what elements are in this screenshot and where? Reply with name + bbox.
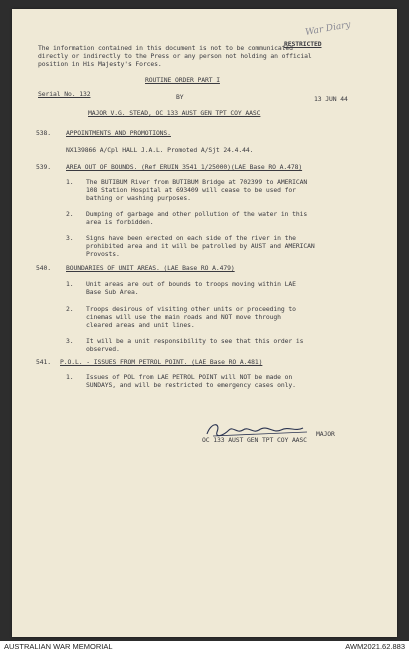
signature-rank: MAJOR bbox=[316, 430, 335, 438]
footer-institution: AUSTRALIAN WAR MEMORIAL bbox=[4, 642, 113, 651]
section-heading: APPOINTMENTS AND PROMOTIONS. bbox=[66, 129, 171, 137]
item-line: Issues of POL from LAE PETROL POINT will NOT be made on bbox=[86, 373, 293, 381]
section-heading: BOUNDARIES OF UNIT AREAS. (LAE Base RO A.479) bbox=[66, 264, 235, 272]
item-line: Unit areas are out of bounds to troops moving within LAE bbox=[86, 280, 296, 288]
section-heading: P.O.L. - ISSUES FROM PETROL POINT. (LAE Base RO A.481) bbox=[60, 358, 263, 366]
section-number: 538. bbox=[36, 129, 51, 137]
item-line: area is forbidden. bbox=[86, 218, 154, 226]
serial-number: Serial No. 132 bbox=[38, 90, 91, 98]
item-line: SUNDAYS, and will be restricted to emergency cases only. bbox=[86, 381, 296, 389]
item-line: observed. bbox=[86, 345, 120, 353]
order-title: ROUTINE ORDER PART I bbox=[145, 76, 220, 84]
item-line: Troops desirous of visiting other units or proceeding to bbox=[86, 305, 296, 313]
footer-accession-number: AWM2021.62.883 bbox=[345, 642, 405, 651]
order-date: 13 JUN 44 bbox=[314, 95, 348, 103]
item-number: 3. bbox=[66, 337, 74, 345]
notice-line-2: directly or indirectly to the Press or any person not holding an official bbox=[38, 52, 312, 60]
handwritten-note: War Diary bbox=[304, 20, 352, 38]
item-line: Provosts. bbox=[86, 250, 120, 258]
item-line: The BUTIBUM River from BUTIBUM Bridge at 702399 to AMERICAN bbox=[86, 178, 308, 186]
item-line: cinemas will use the main roads and NOT move through bbox=[86, 313, 281, 321]
item-number: 1. bbox=[66, 373, 74, 381]
restricted-label: RESTRICTED bbox=[284, 40, 322, 48]
item-line: It will be a unit responsibility to see that this order is bbox=[86, 337, 304, 345]
item-line: cleared areas and unit lines. bbox=[86, 321, 195, 329]
notice-line-1: The information contained in this document is not to be communicated bbox=[38, 44, 293, 52]
item-number: 1. bbox=[66, 178, 74, 186]
item-number: 2. bbox=[66, 210, 74, 218]
item-number: 3. bbox=[66, 234, 74, 242]
section-number: 540. bbox=[36, 264, 51, 272]
item-line: Dumping of garbage and other pollution of the water in this bbox=[86, 210, 308, 218]
signature-title: OC 133 AUST GEN TPT COY AASC bbox=[202, 436, 307, 444]
section-heading: AREA OUT OF BOUNDS. (Ref ERUIN 3541 1/25000)(LAE Base RO A.478) bbox=[66, 163, 303, 171]
item-number: 2. bbox=[66, 305, 74, 313]
notice-line-3: position in His Majesty's Forces. bbox=[38, 60, 162, 68]
item-line: bathing or washing purposes. bbox=[86, 194, 191, 202]
item-line: Signs have been erected on each side of the river in the bbox=[86, 234, 296, 242]
item-line: Base Sub Area. bbox=[86, 288, 139, 296]
item-number: 1. bbox=[66, 280, 74, 288]
issued-by: MAJOR V.G. STEAD, OC 133 AUST GEN TPT COY AASC bbox=[88, 109, 261, 117]
item-line: prohibited area and it will be patrolled by AUST and AMERICAN bbox=[86, 242, 315, 250]
item-line: 108 Station Hospital at 693409 will cease to be used for bbox=[86, 186, 296, 194]
section-number: 541. bbox=[36, 358, 51, 366]
footer-bar bbox=[0, 641, 409, 653]
section-line: NX139866 A/Cpl HALL J.A.L. Promoted A/Sjt 24.4.44. bbox=[66, 146, 254, 154]
section-number: 539. bbox=[36, 163, 51, 171]
by-label: BY bbox=[176, 93, 184, 101]
